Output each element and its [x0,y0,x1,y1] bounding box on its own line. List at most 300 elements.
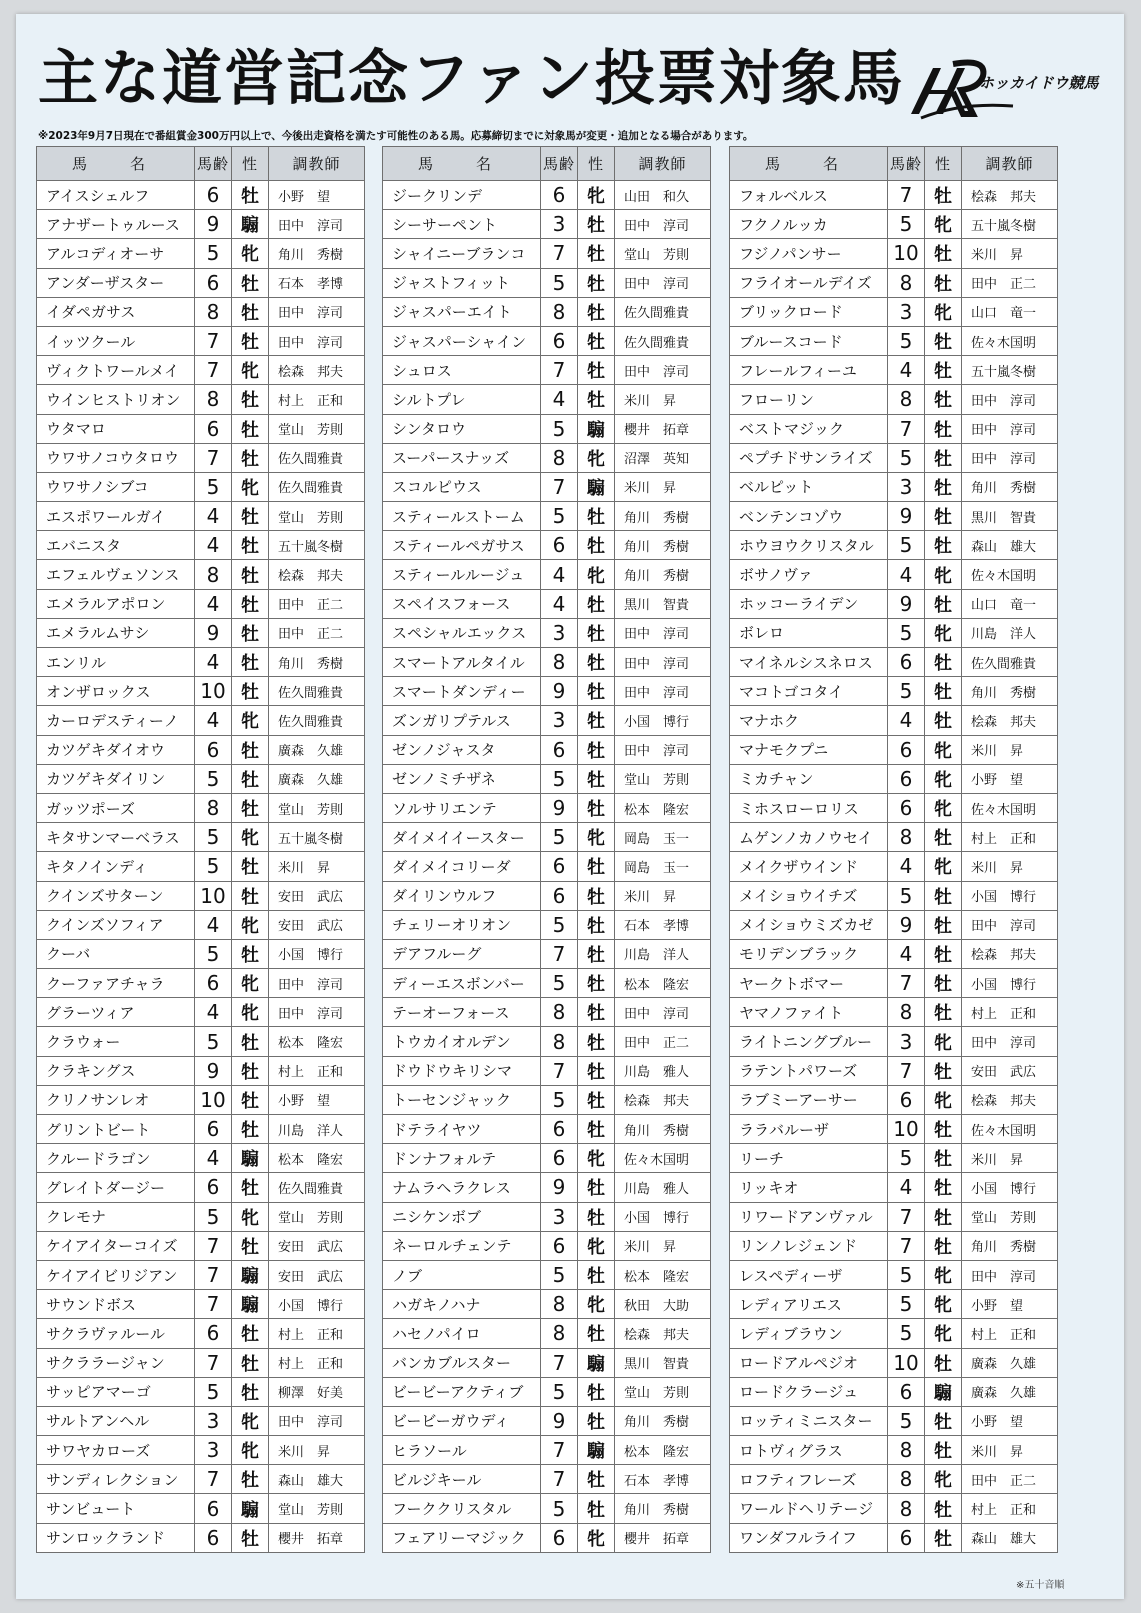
horse-name: バンカブルスター [383,1348,541,1377]
horse-name: モリデンブラック [730,939,888,968]
horse-age: 6 [888,793,925,822]
table-row [383,385,711,414]
horse-age: 5 [195,939,232,968]
trainer-name: 廣森 久雄 [962,1348,1058,1377]
horse-name: ロフティフレーズ [730,1465,888,1494]
trainer-name: 安田 武広 [962,1056,1058,1085]
trainer-name: 桧森 邦夫 [615,1085,711,1114]
table-row [37,1290,365,1319]
trainer-name: 田中 淳司 [962,443,1058,472]
horse-sex: 牡 [925,531,962,560]
horse-age: 7 [195,326,232,355]
horse-age: 7 [888,1056,925,1085]
horse-name: シャイニーブランコ [383,239,541,268]
horse-age: 8 [888,1436,925,1465]
horse-name: サンビュート [37,1494,195,1523]
table-row [37,618,365,647]
horse-age: 7 [888,414,925,443]
horse-sex: 牡 [925,1144,962,1173]
table-row [383,1290,711,1319]
horse-age: 5 [888,1144,925,1173]
trainer-name: 田中 正二 [962,1465,1058,1494]
trainer-name: 田中 淳司 [615,735,711,764]
trainer-name: 森山 雄大 [962,1523,1058,1552]
trainer-name: 佐々木国明 [962,1115,1058,1144]
horse-age: 7 [541,472,578,501]
horse-sex: 牡 [578,326,615,355]
horse-name: サウンドボス [37,1290,195,1319]
horse-sex: 牡 [232,268,269,297]
table-row [37,1465,365,1494]
horse-sex: 牡 [925,1056,962,1085]
trainer-name: 角川 秀樹 [269,648,365,677]
horse-sex: 牡 [232,414,269,443]
horse-age: 7 [195,356,232,385]
trainer-name: 堂山 芳則 [269,1494,365,1523]
trainer-name: 川島 雅人 [615,1173,711,1202]
trainer-name: 石本 孝博 [615,910,711,939]
horse-sex: 騸 [578,414,615,443]
trainer-name: 川島 洋人 [962,618,1058,647]
horse-age: 9 [541,793,578,822]
horse-sex: 牝 [925,1290,962,1319]
horse-sex: 牝 [232,969,269,998]
table-row [383,1056,711,1085]
header-age: 馬齢 [541,147,578,181]
horse-sex: 牡 [925,1202,962,1231]
table-row [37,1173,365,1202]
trainer-name: 黒川 智貴 [962,502,1058,531]
trainer-name: 米川 昇 [962,1436,1058,1465]
horse-sex: 牡 [578,1115,615,1144]
horse-sex: 牡 [578,1406,615,1435]
horse-name: メイショウミズカゼ [730,910,888,939]
horse-name: ジャスパーエイト [383,297,541,326]
horse-age: 8 [541,998,578,1027]
table-row [730,793,1058,822]
horse-name: ヒラソール [383,1436,541,1465]
trainer-name: 安田 武広 [269,881,365,910]
horse-age: 4 [195,706,232,735]
horse-age: 3 [195,1436,232,1465]
table-row [383,356,711,385]
trainer-name: 川島 洋人 [615,939,711,968]
table-row [730,1202,1058,1231]
table-row [383,1085,711,1114]
horse-name: アンダーザスター [37,268,195,297]
horse-age: 6 [541,735,578,764]
horse-sex: 牡 [232,1085,269,1114]
trainer-name: 櫻井 拓章 [269,1523,365,1552]
trainer-name: 村上 正和 [269,1348,365,1377]
table-row [37,1085,365,1114]
table-row [383,998,711,1027]
horse-age: 7 [541,1436,578,1465]
horse-name: ロードアルペジオ [730,1348,888,1377]
horse-age: 4 [888,939,925,968]
horse-age: 5 [888,326,925,355]
horse-sex: 牝 [232,1202,269,1231]
horse-name: ダイメイイースター [383,823,541,852]
trainer-name: 米川 昇 [615,881,711,910]
table-row [730,939,1058,968]
trainer-name: 五十嵐冬樹 [269,823,365,852]
horse-name: ヤークトボマー [730,969,888,998]
horse-sex: 牡 [925,998,962,1027]
horse-name: ドテライヤツ [383,1115,541,1144]
horse-name: オンザロックス [37,677,195,706]
horse-sex: 牡 [925,648,962,677]
trainer-name: 小野 望 [962,1290,1058,1319]
horse-sex: 騸 [232,1494,269,1523]
trainer-name: 岡島 玉一 [615,823,711,852]
trainer-name: 角川 秀樹 [615,1115,711,1144]
horse-name: フクノルッカ [730,210,888,239]
horse-name: クラウォー [37,1027,195,1056]
trainer-name: 田中 淳司 [269,297,365,326]
trainer-name: 田中 正二 [615,1027,711,1056]
trainer-name: 堂山 芳則 [615,239,711,268]
trainer-name: 佐久間雅貴 [269,472,365,501]
horse-name: エンリル [37,648,195,677]
trainer-name: 堂山 芳則 [615,1377,711,1406]
horse-sex: 牝 [232,472,269,501]
horse-sex: 牡 [232,443,269,472]
table-row [730,1085,1058,1114]
horse-age: 5 [195,1027,232,1056]
table-row [383,1465,711,1494]
horse-name: ウワサノコウタロウ [37,443,195,472]
table-row [383,677,711,706]
table-row [730,239,1058,268]
horse-age: 6 [195,1523,232,1552]
horse-age: 6 [195,1173,232,1202]
horse-age: 6 [541,531,578,560]
horse-age: 8 [541,297,578,326]
horse-name: ホッコーライデン [730,589,888,618]
horse-sex: 牡 [232,589,269,618]
page-title: 主な道営記念ファン投票対象馬 [38,44,905,114]
table-row [37,969,365,998]
horse-sex: 牡 [578,1027,615,1056]
trainer-name: 米川 昇 [962,1144,1058,1173]
horse-age: 6 [195,969,232,998]
table-row [37,910,365,939]
horse-name: フライオールデイズ [730,268,888,297]
horse-age: 4 [195,998,232,1027]
horse-age: 8 [888,385,925,414]
horse-sex: 騸 [232,1290,269,1319]
horse-sex: 牡 [925,706,962,735]
table-row [383,297,711,326]
horse-age: 6 [888,735,925,764]
trainer-name: 川島 雅人 [615,1056,711,1085]
horse-sex: 牡 [232,326,269,355]
horse-name: スティールペガサス [383,531,541,560]
horse-name: カツゲキダイリン [37,764,195,793]
horse-name: ロッティミニスター [730,1406,888,1435]
horse-sex: 牝 [578,181,615,210]
horse-age: 8 [888,1494,925,1523]
horse-sex: 牝 [578,1523,615,1552]
table-row [730,560,1058,589]
horse-age: 4 [195,502,232,531]
horse-name: クーファアチャラ [37,969,195,998]
table-row [37,589,365,618]
trainer-name: 黒川 智貴 [615,1348,711,1377]
trainer-name: 田中 淳司 [615,648,711,677]
table-row [383,268,711,297]
horse-sex: 牡 [925,823,962,852]
horse-name: グリントビート [37,1115,195,1144]
horse-sex: 牡 [925,1231,962,1260]
horse-age: 7 [195,1290,232,1319]
trainer-name: 佐々木国明 [962,560,1058,589]
horse-age: 8 [888,268,925,297]
horse-name: ハセノパイロ [383,1319,541,1348]
table-row [37,1523,365,1552]
horse-sex: 牝 [925,1465,962,1494]
horse-age: 10 [888,1348,925,1377]
trainer-name: 佐久間雅貴 [962,648,1058,677]
horse-name: ヤマノファイト [730,998,888,1027]
trainer-name: 堂山 芳則 [269,502,365,531]
horse-sex: 牡 [232,618,269,647]
horse-name: リーチ [730,1144,888,1173]
horse-age: 8 [195,297,232,326]
horse-age: 5 [541,1260,578,1289]
horse-sex: 牡 [578,1202,615,1231]
table-row [383,939,711,968]
trainer-name: 岡島 玉一 [615,852,711,881]
horse-age: 4 [195,910,232,939]
horse-age: 8 [195,385,232,414]
table-row [37,1436,365,1465]
horse-age: 5 [541,1494,578,1523]
horse-sex: 牡 [925,589,962,618]
table-row [37,326,365,355]
horse-sex: 牡 [232,1173,269,1202]
trainer-name: 山田 和久 [615,181,711,210]
trainer-name: 村上 正和 [269,1056,365,1085]
horse-sex: 牝 [232,910,269,939]
trainer-name: 森山 雄大 [269,1465,365,1494]
horse-age: 5 [195,472,232,501]
horse-age: 3 [195,1406,232,1435]
horse-sex: 牡 [232,677,269,706]
horse-sex: 牝 [925,1027,962,1056]
trainer-name: 山口 竜一 [962,589,1058,618]
table-row [730,823,1058,852]
table-row [383,1115,711,1144]
horse-sex: 牡 [232,560,269,589]
horse-name: エメラルアポロン [37,589,195,618]
horse-sex: 牝 [925,618,962,647]
trainer-name: 松本 隆宏 [269,1144,365,1173]
horse-name: クーバ [37,939,195,968]
horse-name: ドンナフォルテ [383,1144,541,1173]
trainer-name: 小野 望 [269,1085,365,1114]
table-row [730,1436,1058,1465]
horse-name: シンタロウ [383,414,541,443]
header-sex: 性 [925,147,962,181]
table-row [730,852,1058,881]
horse-name: キタノインディ [37,852,195,881]
trainer-name: 角川 秀樹 [615,1406,711,1435]
horse-age: 5 [888,1290,925,1319]
header-age: 馬齢 [195,147,232,181]
trainer-name: 松本 隆宏 [615,969,711,998]
horse-sex: 牡 [578,969,615,998]
trainer-name: 桧森 邦夫 [962,939,1058,968]
table-row [730,356,1058,385]
trainer-name: 佐々木国明 [615,1144,711,1173]
trainer-name: 佐久間雅貴 [269,677,365,706]
horse-age: 7 [195,1231,232,1260]
horse-sex: 牡 [925,472,962,501]
table-row [37,1319,365,1348]
trainer-name: 米川 昇 [269,1436,365,1465]
horse-name: ミカチャン [730,764,888,793]
horse-sex: 牡 [578,648,615,677]
horse-age: 5 [195,823,232,852]
horse-name: サワヤカローズ [37,1436,195,1465]
trainer-name: 角川 秀樹 [962,677,1058,706]
horse-name: イダペガサス [37,297,195,326]
horse-sex: 牝 [925,852,962,881]
horse-age: 7 [541,939,578,968]
horse-name: アイスシェルフ [37,181,195,210]
table-row [730,1377,1058,1406]
table-row [383,443,711,472]
horse-name: ボサノヴァ [730,560,888,589]
horse-name: カツゲキダイオウ [37,735,195,764]
horse-name: ダイメイコリーダ [383,852,541,881]
horse-name: テーオーフォース [383,998,541,1027]
horse-sex: 牡 [232,1027,269,1056]
horse-sex: 牡 [578,998,615,1027]
table-row [37,268,365,297]
logo-text: ホッカイドウ競馬 [979,74,1099,92]
horse-sex: 牡 [232,939,269,968]
trainer-name: 小国 博行 [615,706,711,735]
trainer-name: 堂山 芳則 [269,1202,365,1231]
table-row [37,560,365,589]
horse-age: 5 [888,618,925,647]
horse-sex: 牝 [232,823,269,852]
trainer-name: 桧森 邦夫 [962,706,1058,735]
trainer-name: 米川 昇 [615,385,711,414]
trainer-name: 小野 望 [962,764,1058,793]
horse-sex: 牝 [925,1085,962,1114]
horse-sex: 牡 [925,1115,962,1144]
horse-name: サッピアマーゴ [37,1377,195,1406]
table-row [383,1377,711,1406]
table-row [383,414,711,443]
horse-sex: 牡 [925,939,962,968]
horse-age: 3 [541,210,578,239]
trainer-name: 佐久間雅貴 [269,706,365,735]
table-row [37,531,365,560]
table-row [730,735,1058,764]
horse-sex: 牡 [578,502,615,531]
horse-sex: 牡 [925,881,962,910]
trainer-name: 村上 正和 [962,1494,1058,1523]
horse-sex: 牡 [232,1377,269,1406]
horse-sex: 牝 [925,735,962,764]
table-row [730,1173,1058,1202]
table-row [383,1027,711,1056]
trainer-name: 堂山 芳則 [269,414,365,443]
horse-sex: 牡 [925,1406,962,1435]
horse-name: エメラルムサシ [37,618,195,647]
table-row [730,414,1058,443]
horse-age: 9 [888,502,925,531]
horse-age: 5 [541,502,578,531]
horse-name: トウカイオルデン [383,1027,541,1056]
notice-text: ※2023年9月7日現在で番組賞金300万円以上で、今後出走資格を満たす可能性のある馬。応募締切までに対象馬が変更・追加となる場合があります。 [38,130,754,142]
trainer-name: 田中 淳司 [615,268,711,297]
horse-sex: 牡 [578,1494,615,1523]
horse-name: ナムラヘラクレス [383,1173,541,1202]
horse-name: スマートダンディー [383,677,541,706]
table-row [383,648,711,677]
horse-sex: 牡 [925,502,962,531]
horse-sex: 牝 [232,706,269,735]
trainer-name: 安田 武広 [269,1260,365,1289]
horse-age: 7 [541,356,578,385]
trainer-name: 佐久間雅貴 [615,297,711,326]
horse-age: 4 [541,385,578,414]
horse-name: ライトニングブルー [730,1027,888,1056]
horse-age: 7 [541,1348,578,1377]
horse-sex: 牝 [925,210,962,239]
horse-name: スマートアルタイル [383,648,541,677]
table-row [37,239,365,268]
table-row [383,1173,711,1202]
trainer-name: 田中 淳司 [962,1260,1058,1289]
horse-name: クルードラゴン [37,1144,195,1173]
trainer-name: 松本 隆宏 [615,1260,711,1289]
horse-name: シーサーペント [383,210,541,239]
horse-sex: 牡 [578,852,615,881]
footnote: ※五十音順 [1016,1580,1065,1591]
table-row [383,531,711,560]
horse-sex: 牡 [925,1494,962,1523]
trainer-name: 廣森 久雄 [269,764,365,793]
trainer-name: 田中 淳司 [962,910,1058,939]
horse-age: 9 [195,210,232,239]
horse-name: ホウヨウクリスタル [730,531,888,560]
horse-name: スコルピウス [383,472,541,501]
trainer-name: 田中 淳司 [269,998,365,1027]
table-row [37,706,365,735]
horse-sex: 牝 [925,560,962,589]
horse-name: サクラヴァルール [37,1319,195,1348]
header-horse-name: 馬 名 [730,147,888,181]
horse-name: クレモナ [37,1202,195,1231]
trainer-name: 田中 淳司 [962,385,1058,414]
trainer-name: 桧森 邦夫 [962,1085,1058,1114]
trainer-name: 小国 博行 [615,1202,711,1231]
trainer-name: 森山 雄大 [962,531,1058,560]
horse-name: クインズソフィア [37,910,195,939]
horse-age: 5 [195,1377,232,1406]
horse-name: ヴィクトワールメイ [37,356,195,385]
horse-sex: 牡 [578,531,615,560]
horse-name: ニシケンボブ [383,1202,541,1231]
horse-age: 3 [541,706,578,735]
